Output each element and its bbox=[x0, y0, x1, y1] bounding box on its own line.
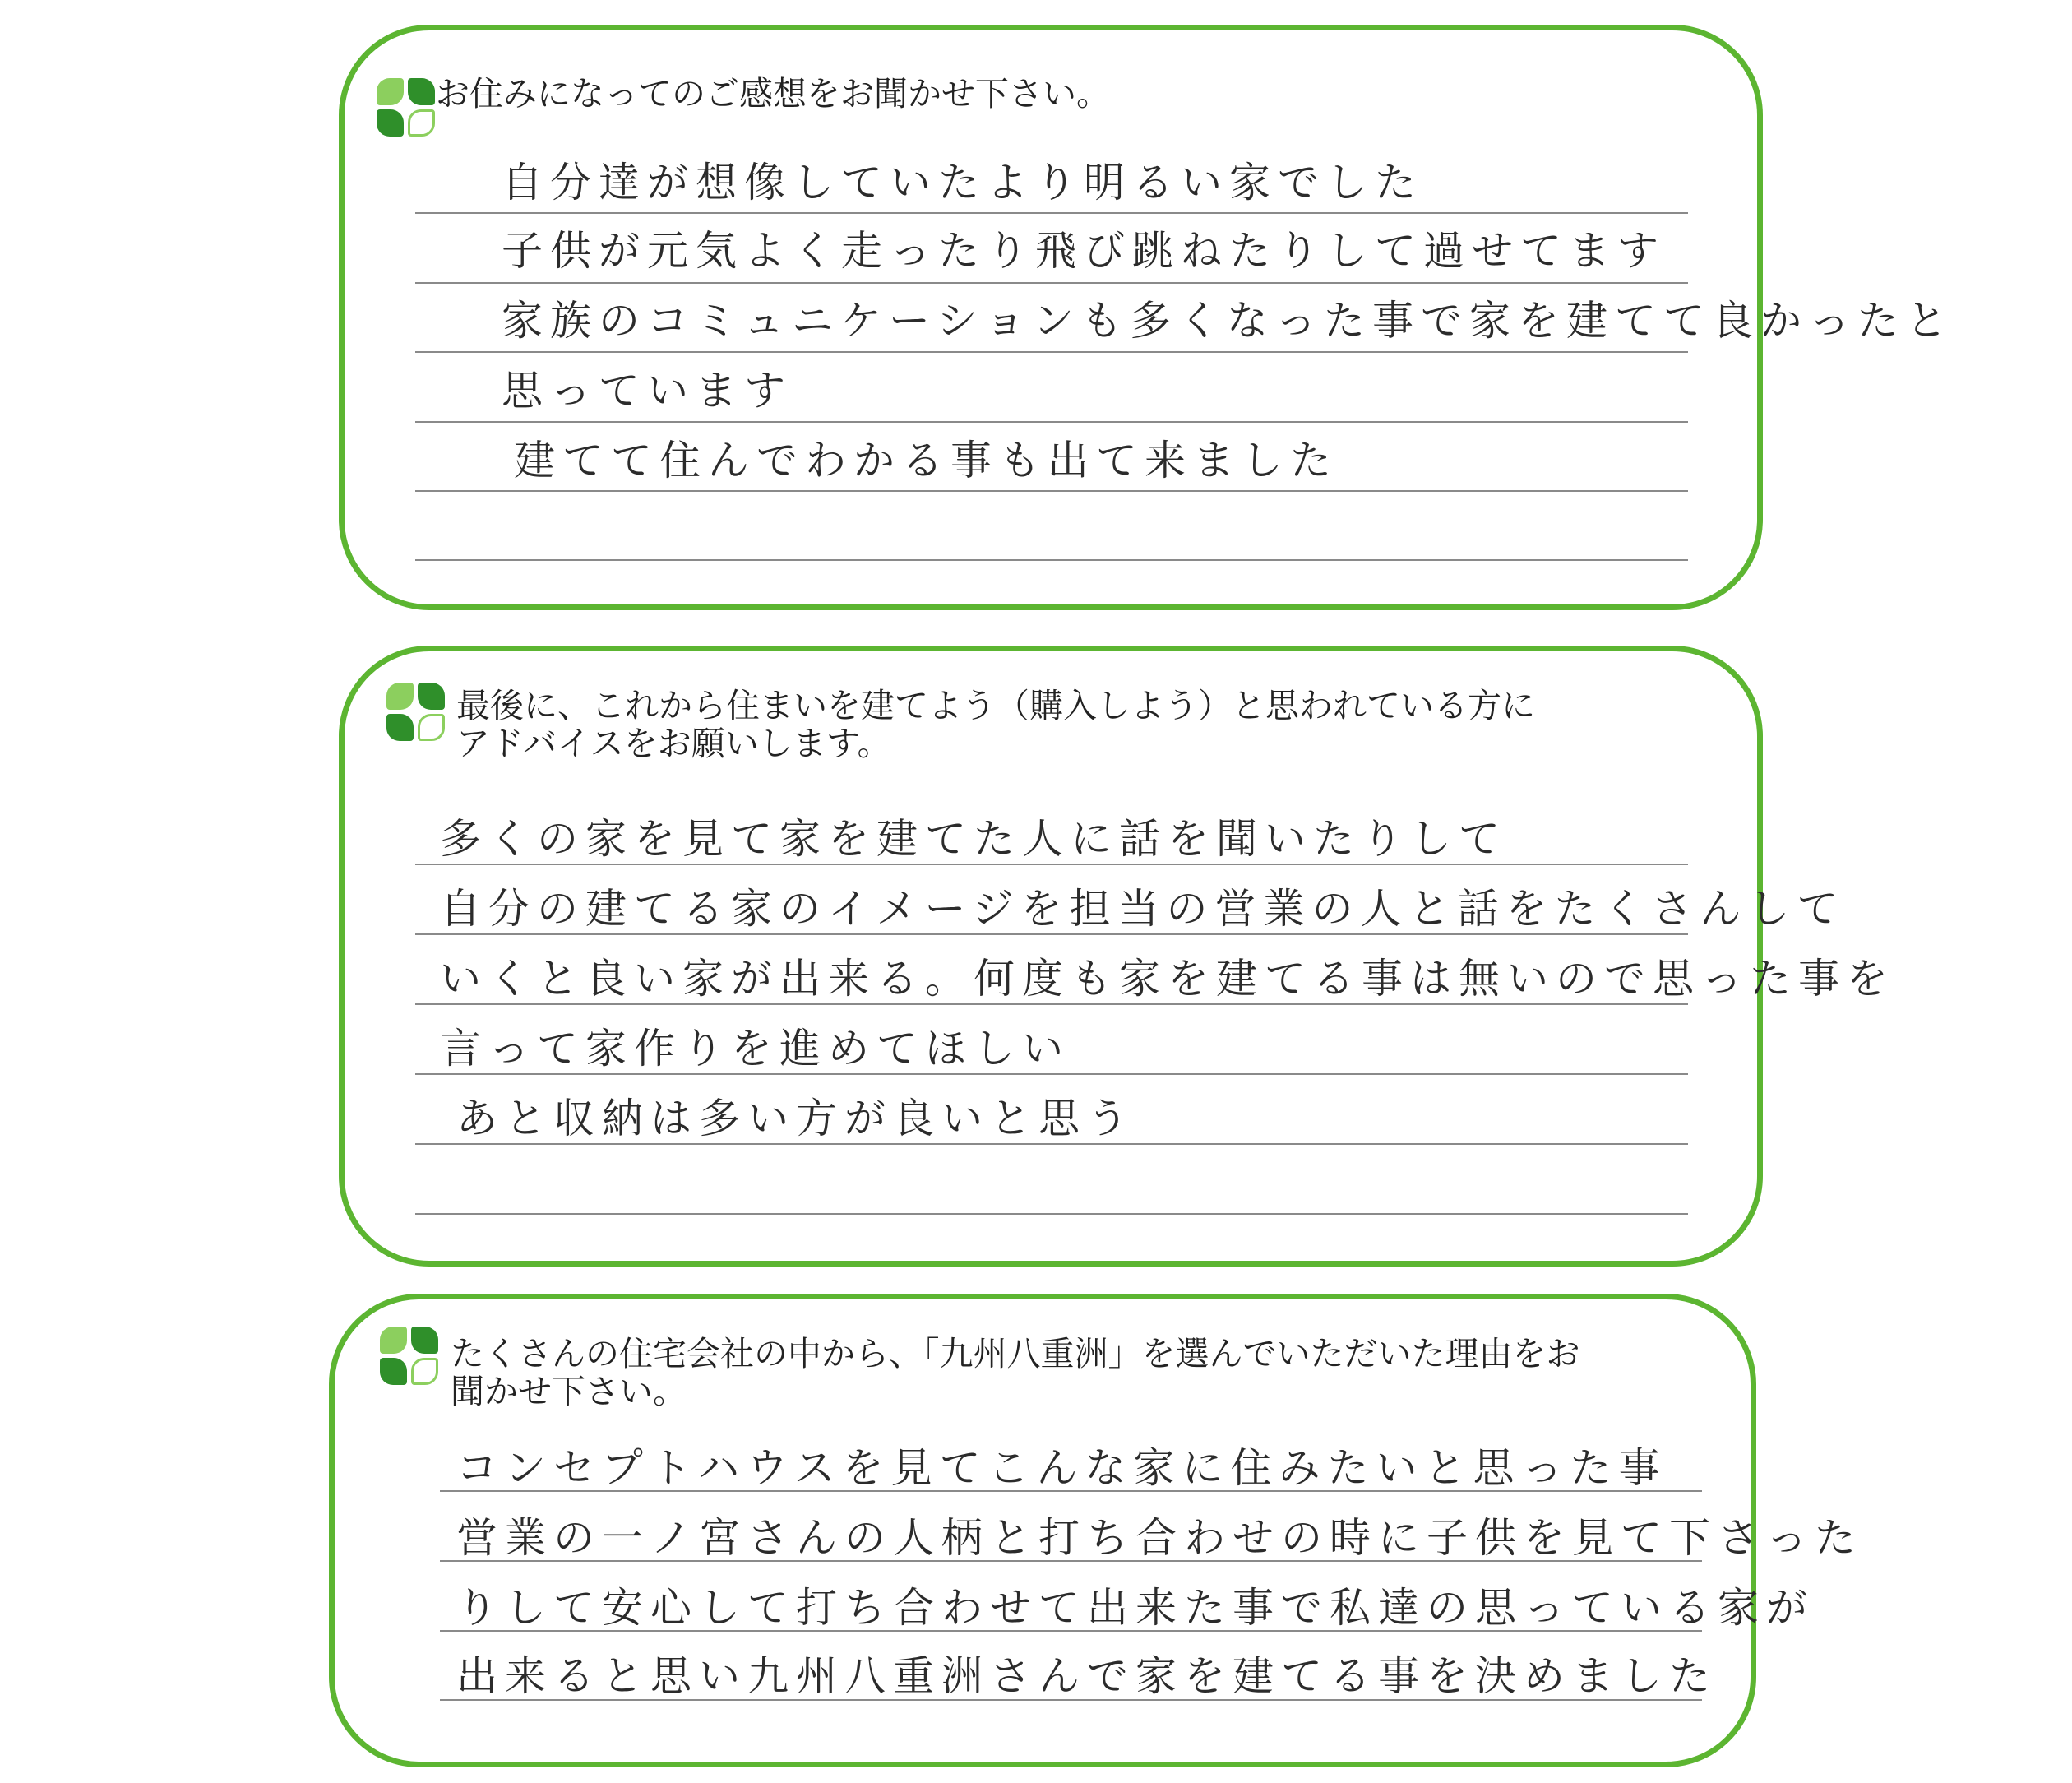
ruled-line bbox=[415, 490, 1688, 492]
answer-1-line-5: 建てて住んでわかる事も出て来ました bbox=[514, 437, 1339, 484]
question-1-text: お住みになってのご感想をお聞かせ下さい。 bbox=[436, 74, 1110, 113]
question-2-line-1: 最後に、これから住まいを建てよう（購入しよう）と思われている方に bbox=[456, 686, 1535, 725]
answer-2-line-5: あと収納は多い方が良いと思う bbox=[456, 1095, 1135, 1142]
ruled-line bbox=[440, 1699, 1702, 1701]
ruled-line bbox=[415, 1143, 1688, 1145]
answer-1-line-3: 家族のコミュニケーションも多くなった事で家を建てて良かったと bbox=[502, 297, 1954, 345]
ruled-line bbox=[415, 559, 1688, 561]
ruled-line bbox=[440, 1630, 1702, 1632]
question-3-line-2: 聞かせ下さい。 bbox=[451, 1372, 687, 1411]
answer-2-line-3: いくと良い家が出来る。何度も家を建てる事は無いので思った事を bbox=[440, 955, 1895, 1003]
answer-2-line-2: 自分の建てる家のイメージを担当の営業の人と話をたくさんして bbox=[440, 885, 1846, 933]
answer-3-line-1: コンセプトハウスを見てこんな家に住みたいと思った事 bbox=[456, 1444, 1667, 1492]
ruled-line bbox=[415, 212, 1688, 214]
ruled-line bbox=[415, 421, 1688, 423]
ruled-line bbox=[415, 351, 1688, 353]
ruled-line bbox=[415, 1073, 1688, 1075]
answer-1-line-2: 子供が元気よく走ったり飛び跳ねたりして過せてます bbox=[502, 227, 1666, 275]
answer-3-line-3: りして安心して打ち合わせて出来た事で私達の思っている家が bbox=[456, 1584, 1815, 1632]
ruled-line bbox=[440, 1560, 1702, 1562]
ruled-line bbox=[415, 1003, 1688, 1005]
ruled-line bbox=[415, 933, 1688, 935]
ruled-line bbox=[415, 864, 1688, 865]
answer-1-line-4: 思っています bbox=[502, 367, 793, 414]
ruled-line bbox=[440, 1490, 1702, 1492]
ruled-line bbox=[415, 1213, 1688, 1215]
clover-icon bbox=[386, 683, 446, 742]
ruled-line bbox=[415, 282, 1688, 284]
clover-icon bbox=[380, 1327, 439, 1386]
answer-1-line-1: 自分達が想像していたより明るい家でした bbox=[502, 159, 1423, 206]
clover-icon bbox=[377, 78, 436, 137]
answer-2-line-1: 多くの家を見て家を建てた人に話を聞いたりして bbox=[440, 815, 1507, 863]
question-3-line-1: たくさんの住宅会社の中から、「九州八重洲」を選んでいただいた理由をお bbox=[451, 1334, 1580, 1373]
answer-3-line-4: 出来ると思い九州八重洲さんで家を建てる事を決めました bbox=[456, 1652, 1718, 1700]
answer-3-line-2: 営業の一ノ宮さんの人柄と打ち合わせの時に子供を見て下さった bbox=[456, 1514, 1863, 1562]
question-2-line-2: アドバイスをお願いします。 bbox=[456, 724, 891, 763]
answer-2-line-4: 言って家作りを進めてほしい bbox=[440, 1025, 1071, 1072]
